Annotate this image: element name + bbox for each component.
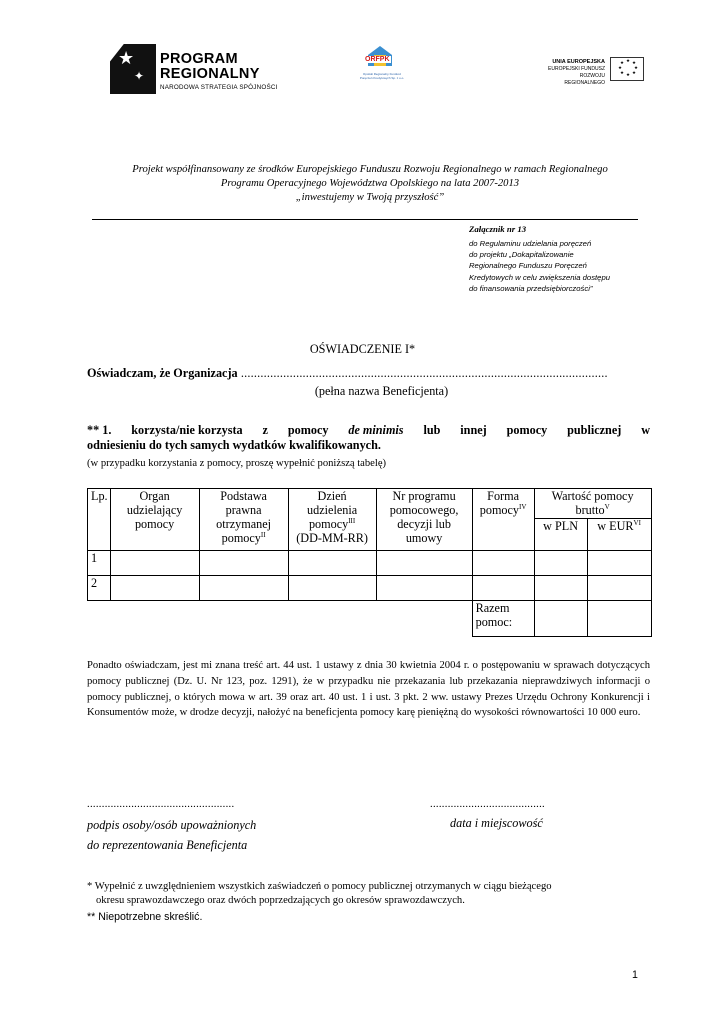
clause-line2: odniesieniu do tych samych wydatków kwalifikowanych. — [87, 438, 381, 452]
eu-line2: EUROPEJSKI FUNDUSZ — [548, 66, 605, 72]
header-lp: Lp. — [88, 489, 111, 551]
footnote — [87, 880, 650, 908]
table-cell[interactable] — [110, 576, 199, 601]
sum-pln-cell[interactable] — [534, 601, 587, 637]
sum-label: Razem pomoc: — [472, 601, 534, 637]
annex-line: Kredytowych w celu zwiększenia dostępu — [469, 272, 611, 282]
eu-logo — [543, 57, 653, 85]
signature-line-left: .................................................. — [87, 799, 235, 810]
eu-flag-icon: ★ ★ ★ ★ ★ ★ ★ ★ — [610, 57, 644, 81]
clause-word: w — [641, 423, 650, 437]
annex-line: do projektu „Dokapitalizowanie — [469, 250, 574, 260]
clause-word-italic: de minimis — [348, 423, 404, 437]
project-header — [80, 163, 660, 205]
clause-word: publicznej — [567, 423, 622, 437]
clause-word: lub — [423, 423, 441, 437]
table-cell[interactable] — [199, 551, 288, 576]
header-organ: Organ udzielający pomocy — [110, 489, 199, 551]
table-cell[interactable] — [288, 576, 376, 601]
clause-word: pomocy — [287, 423, 329, 437]
logo-program-line2: REGIONALNY — [160, 66, 260, 82]
annex-number: Załącznik nr 13 — [469, 224, 527, 234]
header-forma: Forma pomocy$^{IV}$ — [472, 489, 534, 551]
table-cell[interactable] — [376, 576, 472, 601]
orfpk-name: ORFPK — [365, 56, 390, 63]
clause-1 — [87, 423, 650, 453]
annex-line: do finansowania przedsiębiorczości” — [469, 283, 593, 293]
declaration-line — [87, 366, 647, 381]
clause-word: pomocy — [506, 423, 548, 437]
header-eur: w $EUR^{VI}$ — [587, 519, 651, 551]
table-row — [88, 551, 652, 576]
footnote-line1: * Wypełnić z uwzględnieniem wszystkich zaświadczeń o pomocy publicznej otrzymanych w ciągu bieżącego — [87, 881, 552, 892]
header-line3: „inwestujemy w Twoją przyszłość” — [295, 192, 445, 203]
row-number: 2 — [88, 576, 111, 601]
header-nr-programu: Nr programu pomocowego, decyzji lub umowy — [376, 489, 472, 551]
clause-word: innej — [460, 423, 487, 437]
clause-word: z — [262, 423, 268, 437]
clause-word: korzysta/nie korzysta — [131, 423, 243, 437]
annex-line: do Regulaminu udzielania poręczeń — [469, 239, 592, 248]
sum-row — [88, 601, 652, 637]
footnote-strike: ** Niepotrzebne skreślić. — [87, 911, 203, 923]
row-number: 1 — [88, 551, 111, 576]
footnote-line2: okresu sprawozdawczego oraz dwóch poprzedzających go okresów sprawozdawczych. — [96, 895, 465, 906]
logo-program-line1: PROGRAM — [160, 51, 238, 67]
table-hint: (w przypadku korzystania z pomocy, proszę wypełnić poniższą tabelę) — [87, 458, 387, 469]
table-cell[interactable] — [587, 576, 651, 601]
sum-eur-cell[interactable] — [587, 601, 651, 637]
signature-line-right: ....................................... — [430, 799, 545, 810]
annex-line: Regionalnego Funduszu Poręczeń — [469, 261, 587, 271]
table-cell[interactable] — [376, 551, 472, 576]
star-icon: ✦ — [134, 69, 145, 83]
eu-line3: ROZWOJU REGIONALNEGO — [564, 73, 605, 86]
header-dzien: Dzień udzielenia pomocy$^{III}$ (DD-MM-RR) — [288, 489, 376, 551]
legal-paragraph: Ponadto oświadczam, jest mi znana treść art. 44 ust. 1 ustawy z dnia 30 kwietnia 2004 r. o postępowaniu w sprawach dotyczących pomocy publicznej (Dz. U. Nr 123, poz. 1291), że w przypadku nie przekazania lub przekazania nieprawdziwych informacji o pomocy publicznej, o których mowa w art. 39 oraz art. 40 ust. 1 i ust. 3 pkt. 2 ww. ustawy Prezes Urzędu Ochrony Konkurencji i Konsumentów może, w drodze decyzji, nałożyć na beneficjenta pomocy karę pieniężną do wysokości równowartości 10 000 euro. — [87, 660, 650, 719]
header-podstawa: Podstawa prawna otrzymanej pomocy$^{II}$ — [199, 489, 288, 551]
table-cell[interactable] — [534, 576, 587, 601]
document-title: OŚWIADCZENIE I* — [309, 342, 416, 356]
annex-note — [469, 224, 669, 294]
declaration-subtitle: (pełna nazwa Beneficjenta) — [314, 384, 449, 398]
aid-table — [87, 488, 652, 637]
header-pln: w PLN — [534, 519, 587, 551]
header-divider — [92, 219, 638, 220]
signature-caption-left: podpis osoby/osób upoważnionych do reprezentowania Beneficjenta — [87, 818, 257, 852]
header-line2: Programu Operacyjnego Województwa Opolskiego na lata 2007-2013 — [220, 178, 520, 189]
orfpk-logo — [358, 46, 406, 98]
clause-word: ** 1. — [87, 423, 112, 437]
eu-line1: UNIA EUROPEJSKA — [552, 59, 605, 65]
star-icon: ★ — [118, 48, 135, 69]
table-cell[interactable] — [110, 551, 199, 576]
orfpk-subtitle: Opolski Regionalny Fundusz Poręczeń Kredytowych Sp. z o.o. — [359, 72, 405, 80]
table-cell[interactable] — [472, 576, 534, 601]
table-row — [88, 576, 652, 601]
declaration-dots: ................................................................................................................. — [237, 366, 608, 380]
header-line1: Projekt współfinansowany ze środków Europejskiego Funduszu Rozwoju Regionalnego w ramach Regionalnego — [132, 164, 608, 175]
page-number: 1 — [632, 969, 638, 981]
table-cell[interactable] — [587, 551, 651, 576]
declaration-label: Oświadczam, że Organizacja — [87, 366, 238, 380]
table-cell[interactable] — [288, 551, 376, 576]
table-cell[interactable] — [534, 551, 587, 576]
signature-caption-right: data i miejscowość — [450, 816, 543, 830]
logo-program-line3: NARODOWA STRATEGIA SPÓJNOŚCI — [160, 84, 278, 91]
table-cell[interactable] — [472, 551, 534, 576]
table-cell[interactable] — [199, 576, 288, 601]
program-regionalny-logo — [110, 44, 290, 96]
header-wartosc: Wartość pomocy brutto$^V$ — [534, 489, 651, 519]
